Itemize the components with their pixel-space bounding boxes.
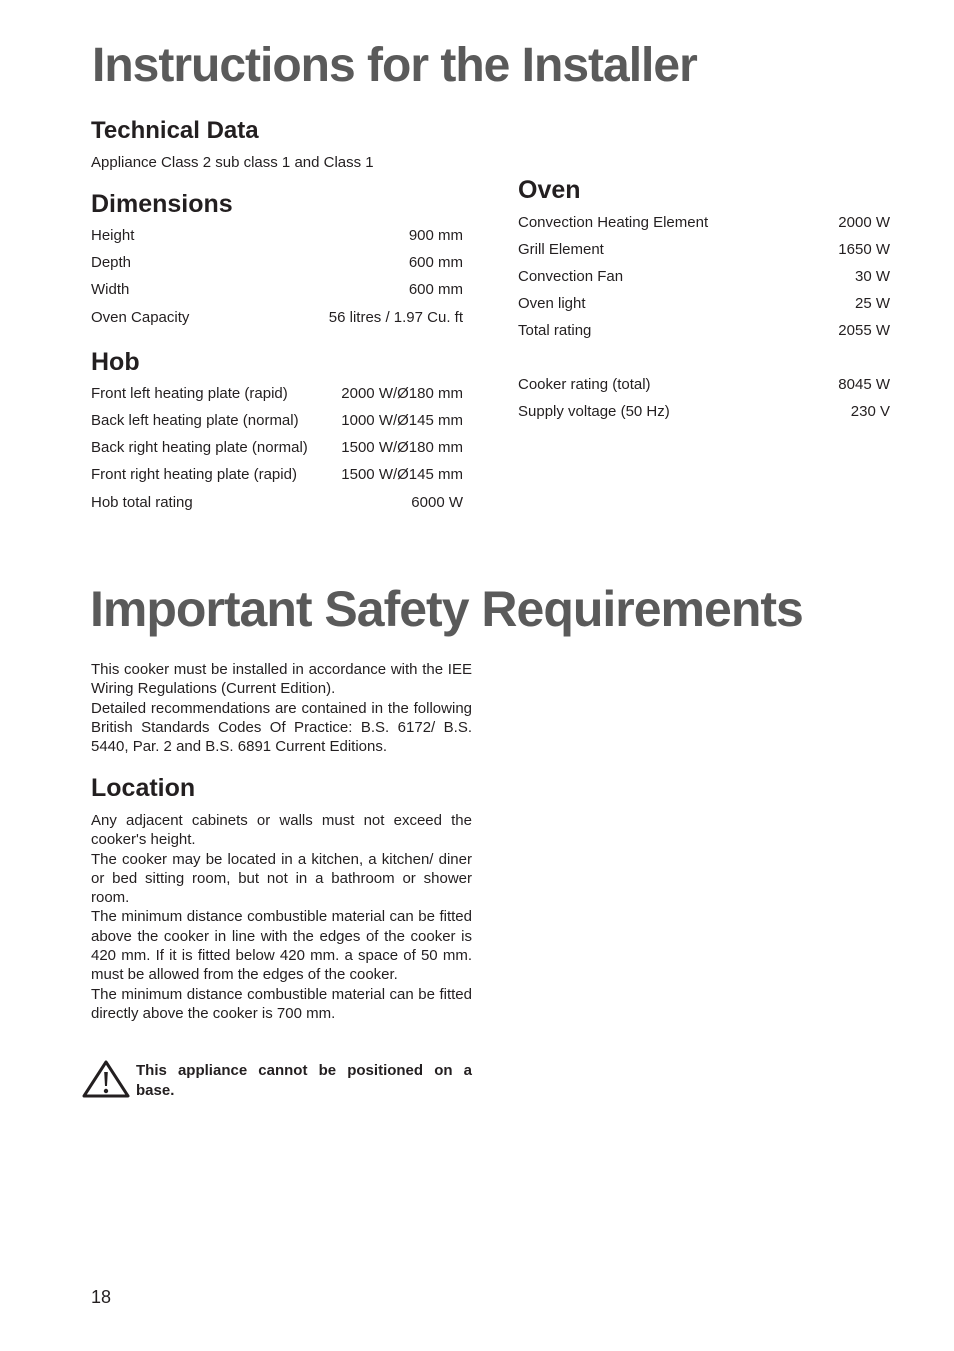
supply-voltage-row bbox=[518, 403, 890, 430]
hob-row bbox=[91, 466, 463, 494]
hob-heading: Hob bbox=[91, 348, 140, 376]
location-paragraph: The minimum distance combustible material can be fitted above the cooker in line with the edges of the cooker is 420 mm. If it is fitted below 420 mm. a space of 50 mm. must be allowed from the edges of the cooker. bbox=[91, 908, 472, 984]
oven-heading: Oven bbox=[518, 176, 581, 204]
warning-text: This appliance cannot be positioned on a base. bbox=[136, 1062, 472, 1099]
dimensions-heading: Dimensions bbox=[91, 190, 233, 218]
oven-value: 2055 W bbox=[838, 322, 890, 339]
dimension-value: 600 mm bbox=[408, 254, 463, 271]
hob-row bbox=[91, 494, 463, 521]
page-number: 18 bbox=[91, 1287, 112, 1307]
warning-triangle-icon bbox=[82, 1060, 130, 1098]
hob-table bbox=[91, 385, 463, 521]
dimensions-row bbox=[91, 309, 463, 336]
dimension-label: Height bbox=[91, 227, 135, 244]
oven-label: Convection Fan bbox=[518, 268, 624, 285]
hob-value: 1000 W/Ø145 mm bbox=[341, 412, 463, 429]
hob-value: 6000 W bbox=[411, 494, 463, 511]
hob-row bbox=[91, 385, 463, 412]
dimension-label: Oven Capacity bbox=[91, 309, 190, 326]
cooker-rating-row bbox=[518, 376, 890, 403]
safety-paragraph: This cooker must be installed in accordance with the IEE Wiring Regulations (Current Edition). bbox=[91, 661, 472, 698]
hob-row bbox=[91, 412, 463, 439]
dimension-value: 56 litres / 1.97 Cu. ft bbox=[328, 309, 463, 326]
oven-row bbox=[518, 295, 890, 322]
oven-value: 2000 W bbox=[838, 214, 890, 231]
dimensions-row bbox=[91, 254, 463, 281]
oven-row bbox=[518, 214, 890, 241]
oven-value: 25 W bbox=[854, 295, 890, 312]
dimension-label: Depth bbox=[91, 254, 132, 271]
dimension-label: Width bbox=[91, 281, 130, 298]
dimensions-row bbox=[91, 227, 463, 254]
location-heading: Location bbox=[91, 774, 196, 802]
cooker-rating-value: 8045 W bbox=[838, 376, 890, 393]
hob-row bbox=[91, 439, 463, 466]
oven-value: 30 W bbox=[854, 268, 890, 285]
oven-label: Oven light bbox=[518, 295, 586, 312]
oven-label: Convection Heating Element bbox=[518, 214, 709, 231]
safety-title: Important Safety Requirements bbox=[90, 581, 803, 637]
dimensions-table bbox=[91, 227, 463, 336]
technical-data-heading: Technical Data bbox=[91, 117, 259, 144]
oven-row bbox=[518, 322, 890, 349]
location-paragraph: The minimum distance combustible material can be fitted directly above the cooker is 700 mm. bbox=[91, 985, 472, 1022]
dimension-value: 600 mm bbox=[408, 281, 463, 298]
dimensions-row bbox=[91, 281, 463, 309]
location-text bbox=[91, 811, 472, 1023]
safety-intro bbox=[91, 660, 472, 756]
oven-value: 1650 W bbox=[838, 241, 890, 258]
hob-label: Front left heating plate (rapid) bbox=[91, 385, 288, 402]
location-paragraph: Any adjacent cabinets or walls must not exceed the cooker's height. bbox=[91, 812, 472, 849]
oven-row bbox=[518, 241, 890, 268]
appliance-class-text: Appliance Class 2 sub class 1 and Class 1 bbox=[91, 154, 374, 171]
supply-voltage-value: 230 V bbox=[850, 403, 890, 420]
hob-value: 1500 W/Ø180 mm bbox=[341, 439, 463, 456]
hob-value: 2000 W/Ø180 mm bbox=[341, 385, 463, 402]
location-paragraph: The cooker may be located in a kitchen, a kitchen/ diner or bed sitting room, but not in a bathroom or shower room. bbox=[91, 850, 472, 907]
hob-value: 1500 W/Ø145 mm bbox=[341, 466, 463, 483]
page-title: Instructions for the Installer bbox=[92, 39, 697, 92]
dimension-value: 900 mm bbox=[408, 227, 463, 244]
oven-row bbox=[518, 268, 890, 295]
oven-label: Total rating bbox=[518, 322, 592, 339]
oven-label: Grill Element bbox=[518, 241, 604, 258]
hob-label: Front right heating plate (rapid) bbox=[91, 466, 297, 483]
oven-table bbox=[518, 214, 890, 349]
cooker-rating-label: Cooker rating (total) bbox=[518, 376, 651, 393]
hob-label: Back right heating plate (normal) bbox=[91, 439, 308, 456]
hob-label: Back left heating plate (normal) bbox=[91, 412, 299, 429]
supply-voltage-label: Supply voltage (50 Hz) bbox=[518, 403, 670, 420]
cooker-rating-table bbox=[518, 376, 890, 430]
hob-label: Hob total rating bbox=[91, 494, 193, 511]
safety-paragraph: Detailed recommendations are contained in the following British Standards Codes Of Practice: B.S. 6172/ B.S. 5440, Par. 2 and B.S. 6891 Current Editions. bbox=[91, 699, 472, 756]
